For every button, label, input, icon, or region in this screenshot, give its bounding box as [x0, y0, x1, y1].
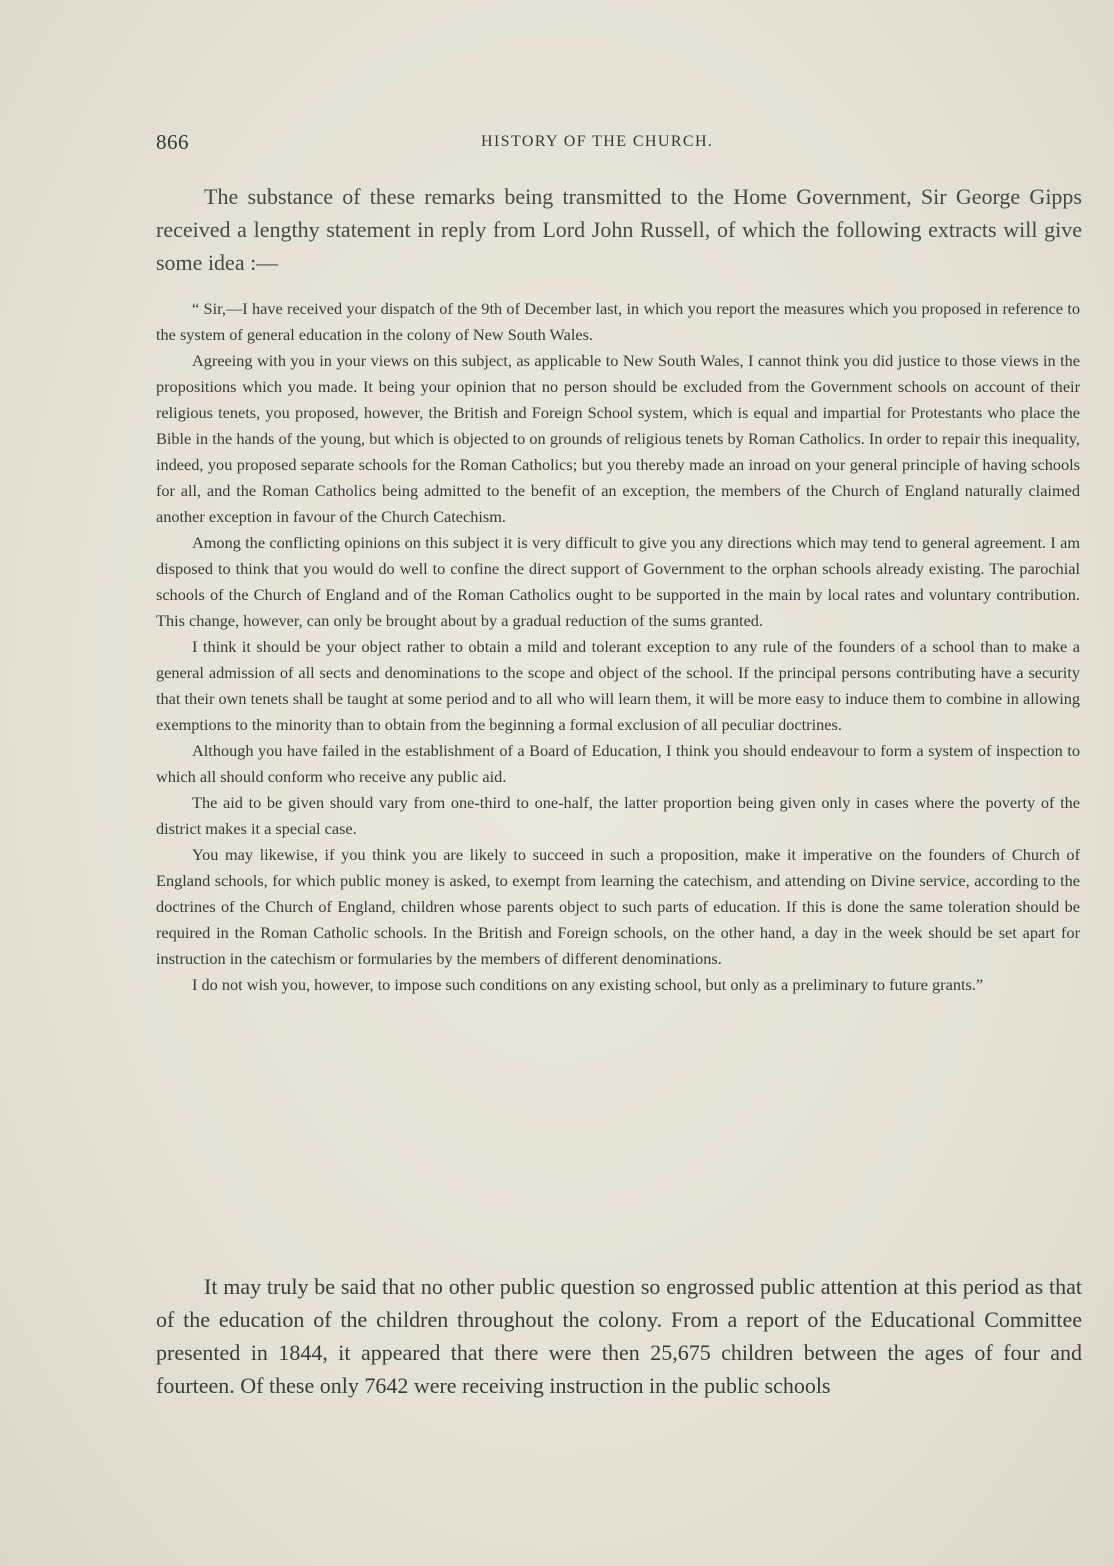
closing-paragraph: It may truly be said that no other public question so engrossed public attention at this period as that of the education of the children throughout the colony. From a report of the Educational Committee presented in 1844, it appeared that there were then 25,675 children between the ages of four and fourteen. Of these only 7642 were receiving instruction in the public schools [156, 1274, 1082, 1398]
letter-paragraph: Although you have failed in the establishment of a Board of Education, I think you should endeavour to form a system of inspection to which all should conform who receive any public aid. [156, 741, 1080, 786]
letter-paragraph: Agreeing with you in your views on this subject, as applicable to New South Wales, I cannot think you did justice to those views in the propositions which you made. It being your opinion that no person should be excluded from the Government schools on account of their religious tenets, you proposed, however, the British and Foreign School system, which is equal and impartial for Protestants who place the Bible in the hands of the young, but which is objected to on grounds of religious tenets by Roman Catholics. In order to repair this inequality, indeed, you proposed separate schools for the Roman Catholics; but you thereby made an inroad on your general principle of having schools for all, and the Roman Catholics being admitted to the benefit of an exception, the members of the Church of England naturally claimed another exception in favour of the Church Catechism. [156, 351, 1080, 526]
running-head: HISTORY OF THE CHURCH. [481, 133, 714, 150]
page-number: 866 [156, 130, 189, 154]
intro-paragraph: The substance of these remarks being transmitted to the Home Government, Sir George Gipps received a lengthy statement in reply from Lord John Russell, of which the following extracts will give some idea :— [156, 184, 1082, 275]
letter-paragraph: Among the conflicting opinions on this subject it is very difficult to give you any directions which may tend to general agreement. I am disposed to think that you would do well to confine the direct support of Government to the orphan schools already existing. The parochial schools of the Church of England and of the Roman Catholics ought to be supported in the main by local rates and voluntary contribution. This change, however, can only be brought about by a gradual reduction of the sums granted. [156, 533, 1080, 630]
letter-paragraph: I think it should be your object rather to obtain a mild and tolerant exception to any rule of the founders of a school than to make a general admission of all sects and denominations to the scope and object of the school. If the principal persons contributing have a security that their own tenets shall be taught at some period and to all who will learn them, it will be more easy to induce them to combine in allowing exemptions to the minority than to obtain from the beginning a formal exclusion of all peculiar doctrines. [156, 637, 1080, 734]
letter-paragraph: The aid to be given should vary from one-third to one-half, the latter proportion being given only in cases where the poverty of the district makes it a special case. [156, 793, 1080, 838]
page-header [156, 130, 1080, 160]
letter-paragraph: You may likewise, if you think you are likely to succeed in such a proposition, make it imperative on the founders of Church of England schools, for which public money is asked, to exempt from learning the catechism, and attending on Divine service, according to the doctrines of the Church of England, children whose parents object to such parts of education. If this is done the same toleration should be required in the Roman Catholic schools. In the British and Foreign schools, on the other hand, a day in the week should be set apart for instruction in the catechism or formularies by the members of different denominations. [156, 845, 1080, 968]
quoted-letter [156, 296, 1080, 998]
letter-paragraph: I do not wish you, however, to impose such conditions on any existing school, but only as a preliminary to future grants.” [192, 975, 984, 994]
letter-paragraph: “ Sir,—I have received your dispatch of the 9th of December last, in which you report the measures which you proposed in reference to the system of general education in the colony of New South Wales. [156, 299, 1080, 344]
